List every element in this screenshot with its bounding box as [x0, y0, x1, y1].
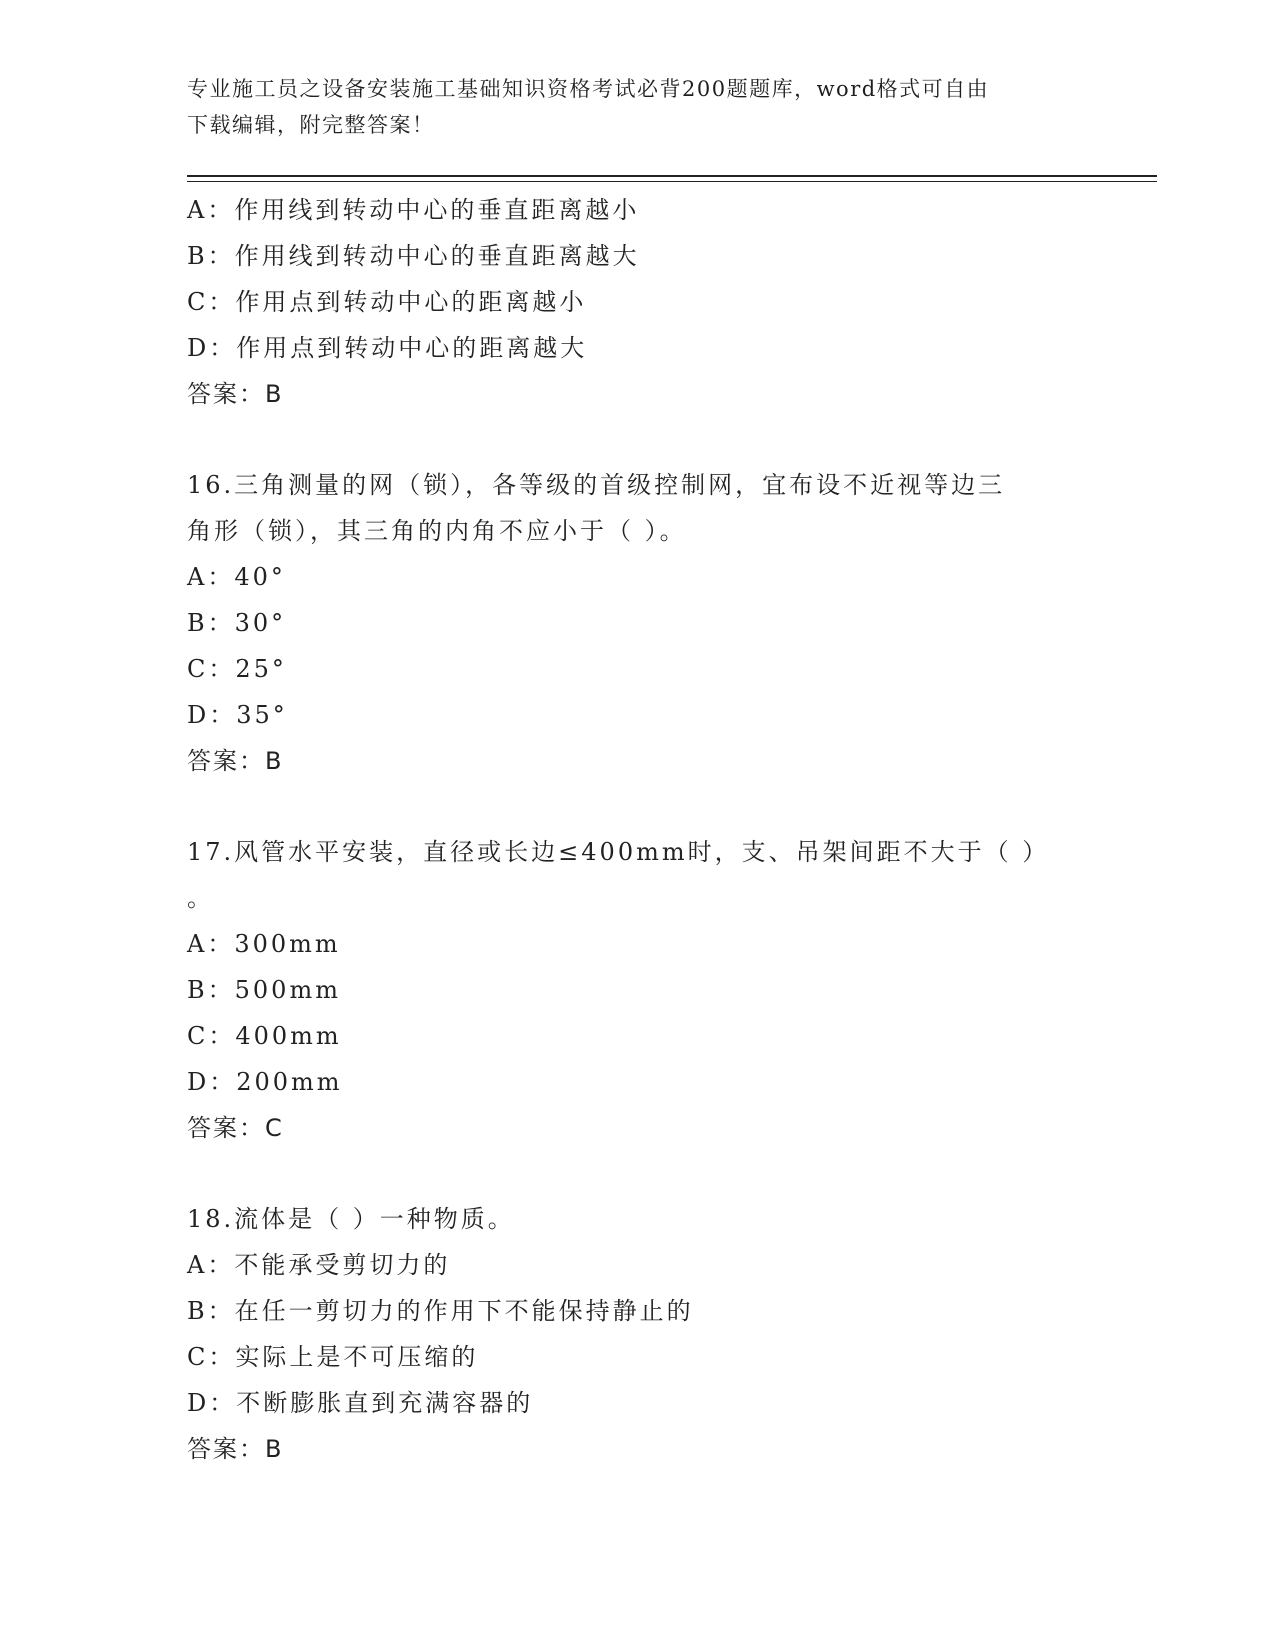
- answer: 答案：B: [187, 380, 284, 408]
- option-a: A：300mm: [187, 930, 341, 958]
- option-c: C：作用点到转动中心的距离越小: [187, 288, 587, 316]
- option-a: A：作用线到转动中心的垂直距离越小: [187, 196, 640, 224]
- option-d: D：作用点到转动中心的距离越大: [187, 334, 588, 362]
- document-header: [187, 71, 1087, 143]
- question-list: [187, 187, 1157, 1472]
- header-rule-thin: [187, 181, 1157, 182]
- question-16: [187, 462, 1157, 784]
- option-b: B：30°: [187, 609, 287, 637]
- option-b: B：500mm: [187, 976, 341, 1004]
- question-15: [187, 187, 1157, 417]
- option-d: D：200mm: [187, 1068, 343, 1096]
- question-stem-line-2: 角形（锁），其三角的内角不应小于（ ）。: [187, 517, 687, 545]
- option-b: B：在任一剪切力的作用下不能保持静止的: [187, 1297, 694, 1325]
- option-d: D：35°: [187, 701, 288, 729]
- question-stem-line-1: 18.流体是（ ）一种物质。: [187, 1205, 515, 1233]
- option-c: C：400mm: [187, 1022, 342, 1050]
- question-stem-line-2: 。: [187, 884, 214, 912]
- question-18: [187, 1196, 1157, 1472]
- option-c: C：实际上是不可压缩的: [187, 1343, 479, 1371]
- spacer: [187, 1151, 1157, 1196]
- answer: 答案：B: [187, 747, 284, 775]
- spacer: [187, 417, 1157, 462]
- question-17: [187, 829, 1157, 1151]
- spacer: [187, 784, 1157, 829]
- header-title-line-1: 专业施工员之设备安装施工基础知识资格考试必背200题题库，word格式可自由: [187, 77, 990, 101]
- option-c: C：25°: [187, 655, 287, 683]
- header-rule-thick: [187, 175, 1157, 177]
- answer: 答案：C: [187, 1114, 284, 1142]
- answer: 答案：B: [187, 1435, 284, 1463]
- option-a: A：40°: [187, 563, 286, 591]
- header-title-line-2: 下载编辑，附完整答案！: [187, 113, 435, 137]
- question-stem-line-1: 17.风管水平安装，直径或长边≤400mm时，支、吊架间距不大于（ ）: [187, 838, 1050, 866]
- option-a: A：不能承受剪切力的: [187, 1251, 451, 1279]
- option-d: D：不断膨胀直到充满容器的: [187, 1389, 534, 1417]
- question-stem-line-1: 16.三角测量的网（锁），各等级的首级控制网，宜布设不近视等边三: [187, 471, 1006, 499]
- option-b: B：作用线到转动中心的垂直距离越大: [187, 242, 640, 270]
